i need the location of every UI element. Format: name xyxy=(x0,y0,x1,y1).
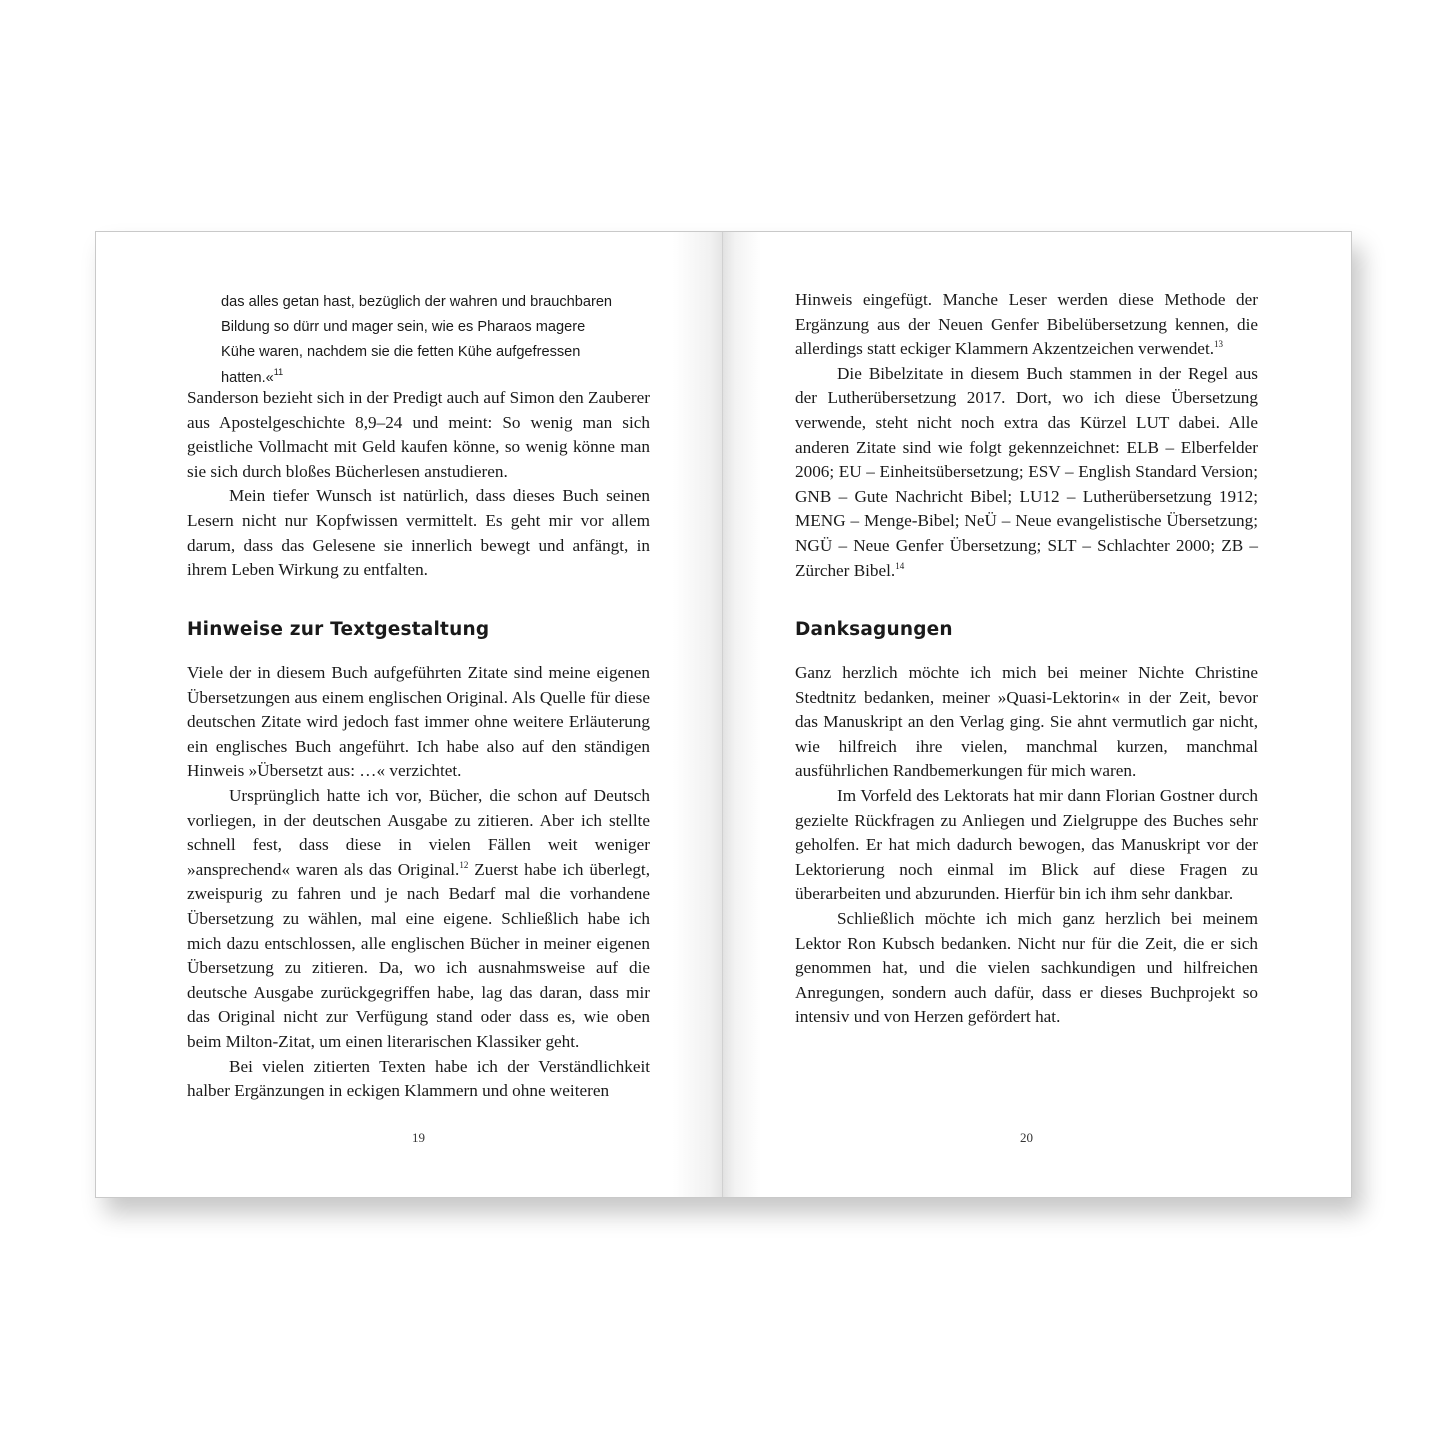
paragraph xyxy=(795,362,1258,583)
intro-text xyxy=(187,386,650,583)
block-quote-text xyxy=(221,290,621,391)
book-spread xyxy=(95,231,1352,1198)
paragraph xyxy=(795,288,1258,362)
footnote-marker: 11 xyxy=(273,366,284,377)
paragraph-text: Zuerst habe ich überlegt, zweispurig zu fahren und je nach Bedarf mal die vorhandene Übersetzung zu wählen, mal eine eigene. Schließlich habe ich mich dazu entschlossen, alle englischen Bücher in meiner eigenen Übersetzung zu zitieren. Da, wo ich ausnahmsweise auf die deutsche Ausgabe zurückgegriffen habe, lag das daran, dass mir das Original nicht zur Verfügung stand oder dass es, wie oben beim Milton-Zitat, um einen literarischen Klassiker geht. xyxy=(187,859,650,1051)
thanks-text xyxy=(795,661,1258,1030)
footnote-marker: 13 xyxy=(1214,339,1224,350)
continuation-text xyxy=(795,288,1258,583)
paragraph-text: Hinweis eingefügt. Manche Leser werden diese Methode der Ergänzung aus der Neuen Genfer Bibelübersetzung kennen, die allerdings statt eckiger Klammern Akzentzeichen verwendet. xyxy=(795,290,1258,359)
paragraph: Sanderson bezieht sich in der Predigt auch auf Simon den Zauberer aus Apostelgeschichte 8,9–24 und meint: So wenig man sich geistliche Vollmacht mit Geld kaufen könne, so wenig könne man sie sich durch bloßes Bücherlesen anstudieren. xyxy=(187,388,650,481)
block-quote xyxy=(221,290,621,391)
footnote-marker: 12 xyxy=(459,859,469,870)
paragraph: Im Vorfeld des Lektorats hat mir dann Florian Gostner durch gezielte Rückfragen zu Anliegen und Zielgruppe des Buches sehr geholfen. Er hat mich dadurch bewogen, das Manuskript vor der Lektorierung noch einmal im Blick auf diese Fragen zu überarbeiten und abzurunden. Hierfür bin ich ihm sehr dankbar. xyxy=(795,785,1258,904)
paragraph: Bei vielen zitierten Texten habe ich der Verständlichkeit halber Ergänzungen in eckigen Klammern und ohne weiteren xyxy=(187,1056,650,1101)
page-number: 19 xyxy=(412,1130,425,1145)
quote-text: das alles getan hast, bezüglich der wahren und brauchbaren Bildung so dürr und mager sein, wie es Pharaos magere Kühe waren, nachdem sie die fetten Kühe aufgefressen hatten.« xyxy=(221,294,613,386)
paragraph: Mein tiefer Wunsch ist natürlich, dass dieses Buch seinen Lesern nicht nur Kopfwissen vermittelt. Es geht mir vor allem darum, dass das Gelesene sie innerlich bewegt und anfängt, in ihrem Leben Wirkung zu entfalten. xyxy=(187,486,650,580)
right-page xyxy=(723,232,1351,1197)
section-text xyxy=(187,661,650,1104)
page-number: 20 xyxy=(1020,1130,1033,1145)
left-page xyxy=(96,232,723,1197)
paragraph: Schließlich möchte ich mich ganz herzlich bei meinem Lektor Ron Kubsch bedanken. Nicht nur für die Zeit, die er sich genommen hat, und die vielen sachkundigen und hilfreichen Anregungen, sondern auch dafür, dass er dieses Buchprojekt so intensiv und von Herzen gefördert hat. xyxy=(795,908,1258,1027)
section-heading: Danksagungen xyxy=(795,619,953,640)
footnote-marker: 14 xyxy=(895,560,905,571)
paragraph-text: Die Bibelzitate in diesem Buch stammen in der Regel aus der Lutherübersetzung 2017. Dort, wo ich diese Übersetzung verwende, steht nicht noch extra das Kürzel LUT dabei. Alle anderen Zitate sind wie folgt gekennzeichnet: ELB – Elberfelder 2006; EU – Einheitsübersetzung; ESV – English Standard Version; GNB – Gute Nachricht Bibel; LU12 – Lutherübersetzung 1912; MENG – Menge-Bibel; NeÜ – Neue evangelistische Übersetzung; NGÜ – Neue Genfer Übersetzung; SLT – Schlachter 2000; ZB – Zürcher Bibel. xyxy=(795,363,1258,580)
paragraph-text: Ursprünglich hatte ich vor, Bücher, die schon auf Deutsch vorliegen, in der deutschen Ausgabe zu zitieren. Aber ich stellte schnell fest, dass diese in vielen Fällen weit weniger »ansprechend« waren als das Original. xyxy=(187,785,650,879)
paragraph xyxy=(187,784,650,1055)
paragraph: Ganz herzlich möchte ich mich bei meiner Nichte Christine Stedtnitz bedanken, meiner »Quasi-Lektorin« in der Zeit, bevor das Manuskript an den Verlag ging. Sie ahnt vermutlich gar nicht, wie hilfreich ihre vielen, manchmal kurzen, manchmal ausführlichen Randbemerkungen für mich waren. xyxy=(795,663,1258,781)
section-heading: Hinweise zur Textgestaltung xyxy=(187,619,490,640)
paragraph: Viele der in diesem Buch aufgeführten Zitate sind meine eigenen Übersetzungen aus einem englischen Original. Als Quelle für diese deutschen Zitate wird jedoch fast immer ohne weitere Erläuterung ein englisches Buch angeführt. Ich habe also auf den ständigen Hinweis »Übersetzt aus: …« verzichtet. xyxy=(187,663,650,781)
